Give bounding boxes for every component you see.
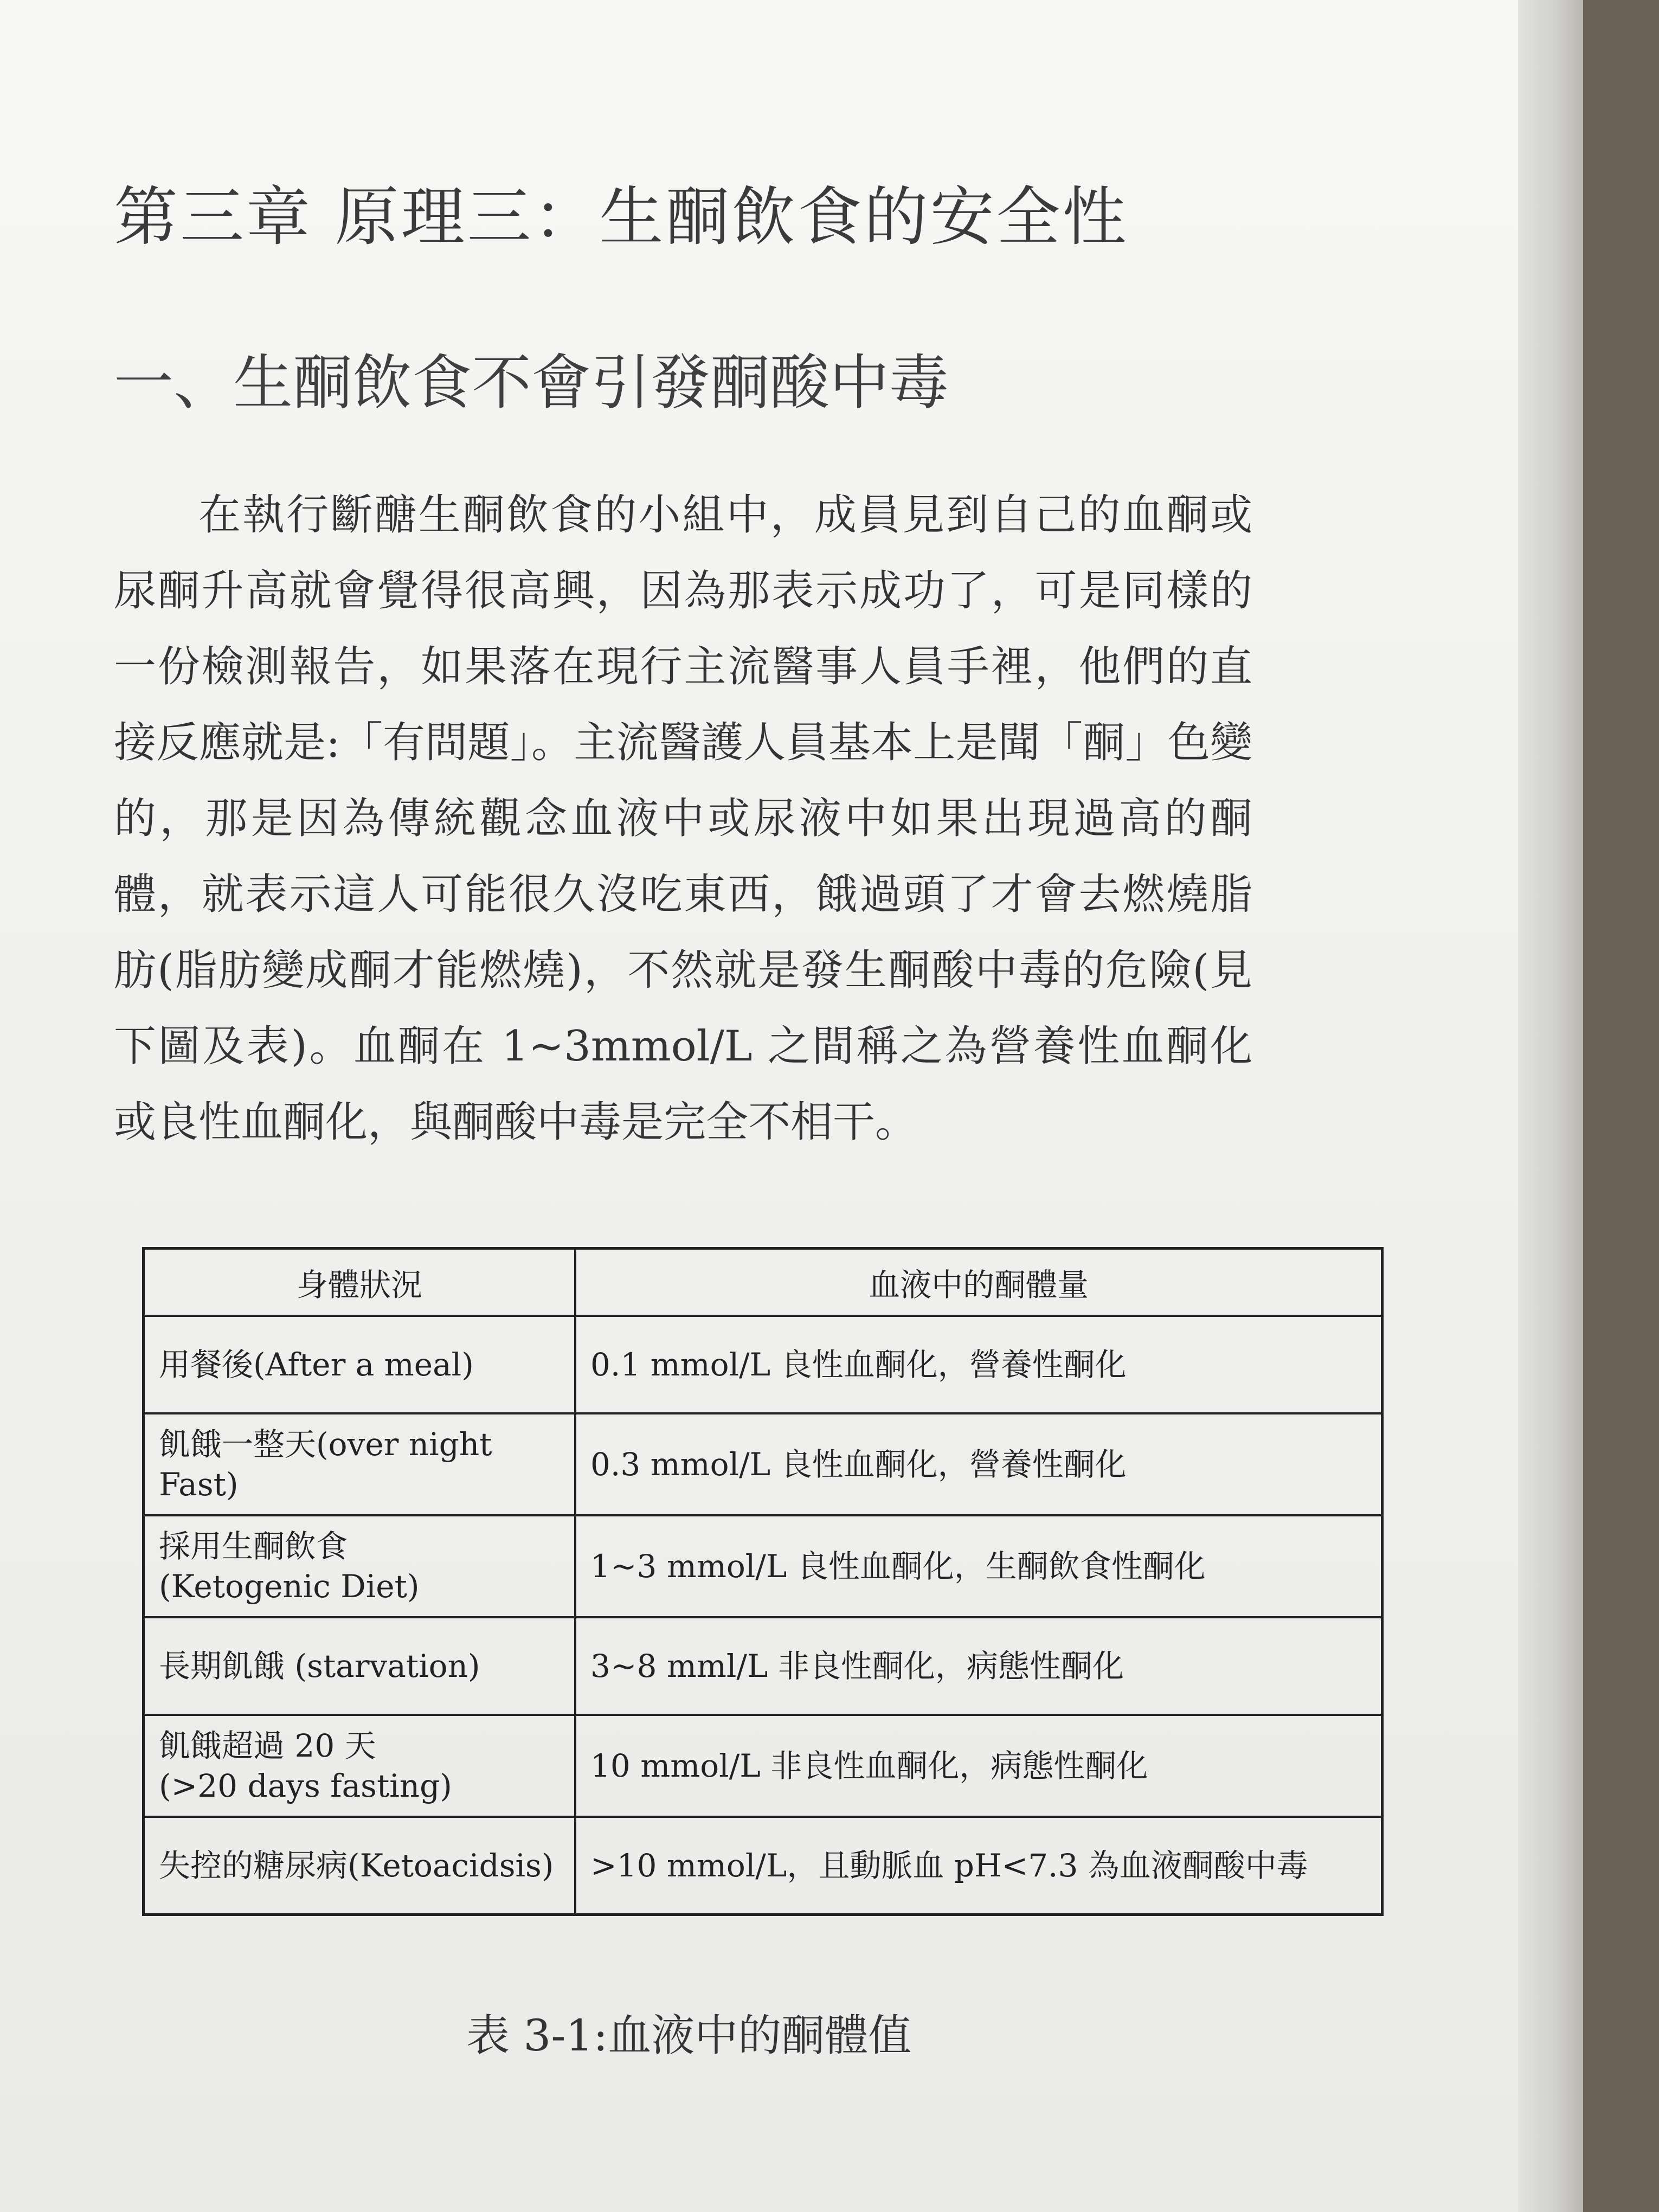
table-row	[144, 1515, 1382, 1617]
table-body	[144, 1316, 1382, 1915]
cell-body-condition: 失控的糖尿病(Ketoacidsis)	[144, 1817, 576, 1915]
body-text	[114, 477, 1252, 1160]
table-row	[144, 1617, 1382, 1715]
table-row	[144, 1817, 1382, 1915]
table-row	[144, 1413, 1382, 1515]
table-header-row	[144, 1249, 1382, 1316]
paragraph: 在執行斷醣生酮飲食的小組中，成員見到自己的血酮或尿酮升高就會覺得很高興，因為那表示成功了，可是同樣的一份檢測報告，如果落在現行主流醫事人員手裡，他們的直接反應就是:「有問題」。主流醫護人員基本上是聞「酮」色變的，那是因為傳統觀念血液中或尿液中如果出現過高的酮體，就表示這人可能很久沒吃東西，餓過頭了才會去燃燒脂肪(脂肪變成酮才能燃燒)，不然就是發生酮酸中毒的危險(見下圖及表)。血酮在 1~3mmol/L 之間稱之為營養性血酮化或良性血酮化，與酮酸中毒是完全不相干。	[114, 491, 1252, 1147]
cell-body-condition: 飢餓超過 20 天 (>20 days fasting)	[144, 1715, 576, 1817]
cell-body-condition: 用餐後(After a meal)	[144, 1316, 576, 1413]
cell-body-condition: 長期飢餓 (starvation)	[144, 1617, 576, 1715]
cell-blood-ketone: 1~3 mmol/L 良性血酮化，生酮飲食性酮化	[575, 1515, 1382, 1617]
cell-blood-ketone: 0.3 mmol/L 良性血酮化，營養性酮化	[575, 1413, 1382, 1515]
section-title: 一、生酮飲食不會引發酮酸中毒	[114, 348, 949, 417]
header-body-condition: 身體狀況	[144, 1249, 576, 1316]
header-blood-ketone: 血液中的酮體量	[575, 1249, 1382, 1316]
table-caption: 表 3-1:血液中的酮體值	[466, 2010, 912, 2061]
cell-body-condition: 採用生酮飲食 (Ketogenic Diet)	[144, 1515, 576, 1617]
table-row	[144, 1715, 1382, 1817]
table-row	[144, 1316, 1382, 1413]
ketone-table	[142, 1247, 1384, 1916]
cell-body-condition: 飢餓一整天(over night Fast)	[144, 1413, 576, 1515]
cell-blood-ketone: 0.1 mmol/L 良性血酮化，營養性酮化	[575, 1316, 1382, 1413]
cell-blood-ketone: >10 mmol/L，且動脈血 pH<7.3 為血液酮酸中毒	[575, 1817, 1382, 1915]
page-edge	[1518, 0, 1583, 2212]
cell-blood-ketone: 10 mmol/L 非良性血酮化，病態性酮化	[575, 1715, 1382, 1817]
table	[142, 1247, 1384, 1916]
chapter-title: 第三章 原理三：生酮飲食的安全性	[114, 179, 1129, 254]
cell-blood-ketone: 3~8 mml/L 非良性酮化，病態性酮化	[575, 1617, 1382, 1715]
